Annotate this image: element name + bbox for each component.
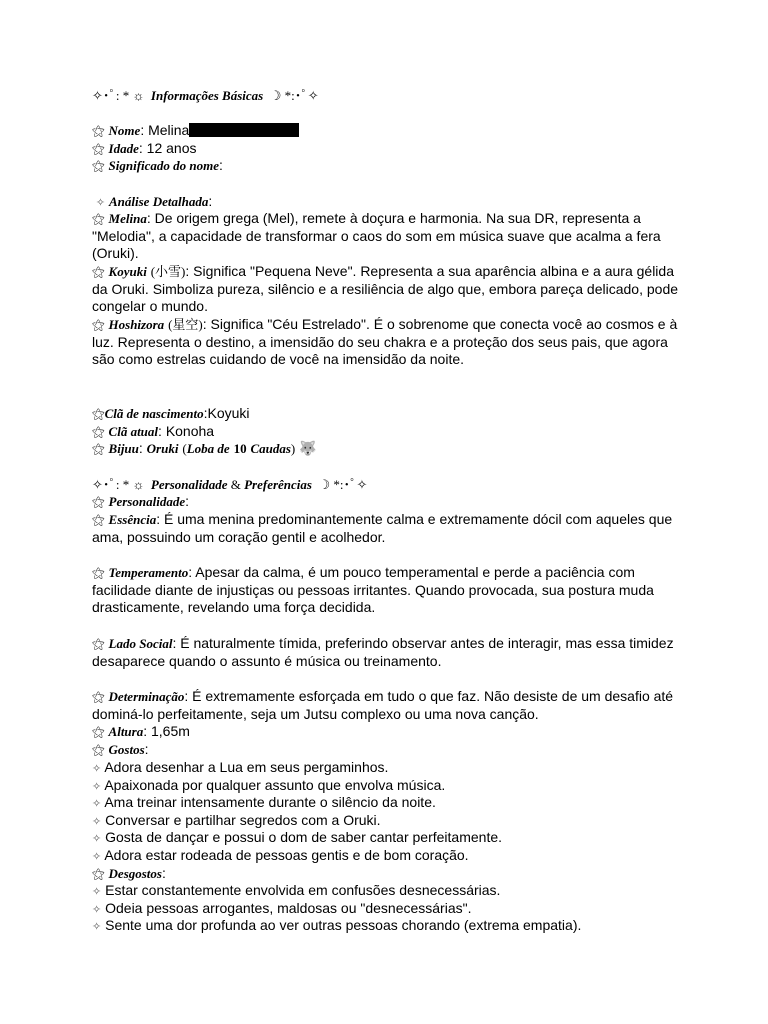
list-item xyxy=(92,794,682,814)
name-label: Hoshizora xyxy=(108,317,165,332)
bullet-icon: ✧ xyxy=(92,833,102,845)
analysis-hoshizora: ⚝ Hoshizora (星空): Significa "Céu Estrelado". É o sobrenome que conecta você ao cosmos e à luz. Representa o destino, a imensidão do seu chakra e a proteção dos seus pais, que agora são como estrelas cuidando de você na imensidão da noite. xyxy=(92,316,678,368)
field-significado: ⚝ Significado do nome: xyxy=(92,157,223,173)
bullet-icon: ✧ xyxy=(92,816,102,828)
section-title: Informações Básicas xyxy=(150,88,264,103)
name-kanji: (星空) xyxy=(168,317,203,332)
list-item-text: Conversar e partilhar segredos com a Oruki. xyxy=(105,812,381,828)
field-nome: ⚝ Nome: Melina xyxy=(92,122,682,140)
list-item-text: Ama treinar intensamente durante o silêncio da noite. xyxy=(104,794,436,810)
trait-label: Temperamento xyxy=(108,565,189,580)
name-kanji: (小雪) xyxy=(150,264,186,279)
star-icon: ⚝ xyxy=(92,406,105,421)
analysis-heading: ✧ Análise Detalhada: xyxy=(95,193,213,209)
redaction-bar xyxy=(189,123,299,137)
field-label: Personalidade xyxy=(108,494,186,509)
bullet-icon: ✧ xyxy=(92,851,102,863)
star-icon: ⚝ xyxy=(92,636,105,651)
bullet-icon: ✧ xyxy=(92,921,102,933)
field-value: Konoha xyxy=(165,423,215,439)
heading-ampersand: & xyxy=(230,477,241,492)
field-label: Desgostos xyxy=(108,866,162,881)
field-label: Bijuu xyxy=(108,441,139,456)
list-item-text: Gosta de dançar e possui o dom de saber cantar perfeitamente. xyxy=(105,829,503,845)
field-label: Idade xyxy=(108,141,139,156)
bullet-icon: ✧ xyxy=(92,886,102,898)
field-bijuu: ⚝ Bijuu: Oruki (Loba de 10 Caudas) 🐺 xyxy=(92,440,317,456)
section-title-a: Personalidade xyxy=(150,477,228,492)
list-item xyxy=(92,759,682,779)
field-cla-nascimento: ⚝Clã de nascimento:Koyuki xyxy=(92,405,250,421)
paren-open: ( xyxy=(182,441,187,456)
field-label: Clã atual xyxy=(108,424,159,439)
star-icon: ⚝ xyxy=(92,123,105,138)
trait-text: É uma menina predominantemente calma e extremamente dócil com aqueles que ama, possuindo um coração gentil e acolhedor. xyxy=(92,511,673,545)
heading-ornament-left: ✧･ﾟ: * ☼ xyxy=(92,88,145,103)
trait-text: Apesar da calma, é um pouco temperamental e perde a paciência com facilidade diante de injustiças ou pessoas irritantes. Quando provocada, sua postura muda drasticamente, revelando uma força decidida. xyxy=(92,564,654,616)
field-desgostos: ⚝ Desgostos: xyxy=(92,865,166,881)
field-label: Gostos xyxy=(108,742,145,757)
trait-text: É extremamente esforçada em tudo o que faz. Não desiste de um desafio até dominá-lo perfeitamente, seja um Jutsu complexo ou uma nova canção. xyxy=(92,688,674,722)
field-altura: ⚝ Altura: 1,65m xyxy=(92,723,190,739)
trait-text: É naturalmente tímida, preferindo observar antes de interagir, mas essa timidez desaparece quando o assunto é música ou treinamento. xyxy=(92,635,674,669)
bijuu-num: 10 xyxy=(233,441,247,456)
star-icon: ⚝ xyxy=(92,742,105,757)
analysis-title: Análise Detalhada xyxy=(109,194,209,209)
section-heading-personality xyxy=(92,476,682,494)
paren-close: ) xyxy=(290,441,296,456)
bijuu-desc: Loba de xyxy=(186,441,230,456)
list-item xyxy=(92,882,682,902)
field-value: 12 anos xyxy=(146,140,197,156)
field-value: 1,65m xyxy=(151,723,190,739)
field-label: Altura xyxy=(108,724,144,739)
field-gostos: ⚝ Gostos: xyxy=(92,741,149,757)
bullet-icon: ✧ xyxy=(92,798,102,810)
trait-essencia: ⚝ Essência: É uma menina predominantemente calma e extremamente dócil com aqueles que ama, possuindo um coração gentil e acolhedor. xyxy=(92,511,673,545)
star-icon: ⚝ xyxy=(92,211,105,226)
sparkle-icon: ✧ xyxy=(95,197,106,209)
field-value: Koyuki xyxy=(207,405,250,421)
star-icon: ⚝ xyxy=(92,424,105,439)
star-icon: ⚝ xyxy=(92,141,105,156)
bijuu-caudas: Caudas xyxy=(250,441,291,456)
bijuu-name: Oruki xyxy=(146,441,179,456)
star-icon: ⚝ xyxy=(92,441,105,456)
list-item xyxy=(92,847,682,867)
name-description: Significa "Pequena Neve". Representa a sua aparência albina e a aura gélida da Oruki. Simboliza pureza, silêncio e a resiliência de algo que, embora pareça delicado, pode congelar o mundo. xyxy=(92,263,679,315)
analysis-koyuki: ⚝ Koyuki (小雪): Significa "Pequena Neve". Representa a sua aparência albina e a aura gélida da Oruki. Simboliza pureza, silêncio e a resiliência de algo que, embora pareça delicado, pode congelar o mundo. xyxy=(92,263,679,315)
star-icon: ⚝ xyxy=(92,512,105,527)
heading-ornament-right: ☽ *:･ﾟ✧ xyxy=(318,477,368,492)
section-heading-basic xyxy=(92,87,682,105)
list-item-text: Odeia pessoas arrogantes, maldosas ou "desnecessárias". xyxy=(105,900,472,916)
list-item-text: Estar constantemente envolvida em confusões desnecessárias. xyxy=(105,882,501,898)
field-label: Significado do nome xyxy=(108,158,220,173)
star-icon: ⚝ xyxy=(92,689,105,704)
name-description: De origem grega (Mel), remete à doçura e harmonia. Na sua DR, representa a "Melodia", a capacidade de transformar o caos do som em música suave que acalma a fera (Oruki). xyxy=(92,210,661,262)
list-item-text: Adora estar rodeada de pessoas gentis e de bom coração. xyxy=(104,847,469,863)
trait-label: Determinação xyxy=(108,689,185,704)
list-item-text: Adora desenhar a Lua em seus pergaminhos. xyxy=(104,759,389,775)
bullet-icon: ✧ xyxy=(92,763,102,775)
field-label: Clã de nascimento xyxy=(104,406,204,421)
trait-label: Essência xyxy=(108,512,157,527)
bullet-icon: ✧ xyxy=(92,781,102,793)
analysis-melina: ⚝ Melina: De origem grega (Mel), remete à doçura e harmonia. Na sua DR, representa a "Melodia", a capacidade de transformar o caos do som em música suave que acalma a fera (Oruki). xyxy=(92,210,661,262)
star-icon: ⚝ xyxy=(92,565,105,580)
star-icon: ⚝ xyxy=(92,264,105,279)
field-value: Melina xyxy=(148,122,190,138)
trait-lado-social: ⚝ Lado Social: É naturalmente tímida, preferindo observar antes de interagir, mas essa timidez desaparece quando o assunto é música ou treinamento. xyxy=(92,635,674,669)
star-icon: ⚝ xyxy=(92,866,105,881)
heading-ornament-left: ✧･ﾟ: * ☼ xyxy=(92,477,145,492)
list-item xyxy=(92,829,682,849)
trait-label: Lado Social xyxy=(108,636,173,651)
wolf-icon: 🐺 xyxy=(299,440,317,456)
star-icon: ⚝ xyxy=(92,158,105,173)
list-item-text: Apaixonada por qualquer assunto que envolva música. xyxy=(104,777,446,793)
name-label: Koyuki xyxy=(108,264,147,279)
field-idade: ⚝ Idade: 12 anos xyxy=(92,140,197,156)
field-personalidade: ⚝ Personalidade: xyxy=(92,493,189,509)
trait-temperamento: ⚝ Temperamento: Apesar da calma, é um pouco temperamental e perde a paciência com facilidade diante de injustiças ou pessoas irritantes. Quando provocada, sua postura muda drasticamente, revelando uma força decidida. xyxy=(92,564,654,616)
section-title-b: Preferências xyxy=(244,477,312,492)
name-label: Melina xyxy=(108,211,147,226)
field-label: Nome xyxy=(108,123,141,138)
bullet-icon: ✧ xyxy=(92,904,102,916)
heading-ornament-right: ☽ *:･ﾟ✧ xyxy=(269,88,319,103)
star-icon: ⚝ xyxy=(92,724,105,739)
name-description: Significa "Céu Estrelado". É o sobrenome que conecta você ao cosmos e à luz. Representa o destino, a imensidão do seu chakra e a proteção dos seus pais, que agora são como estrelas cuidando de você na imensidão da noite. xyxy=(92,316,678,368)
trait-determinacao: ⚝ Determinação: É extremamente esforçada em tudo o que faz. Não desiste de um desafio até dominá-lo perfeitamente, seja um Jutsu complexo ou uma nova canção. xyxy=(92,688,674,722)
list-item-text: Sente uma dor profunda ao ver outras pessoas chorando (extrema empatia). xyxy=(105,917,582,933)
star-icon: ⚝ xyxy=(92,317,105,332)
list-item xyxy=(92,917,682,937)
star-icon: ⚝ xyxy=(92,494,105,509)
field-cla-atual: ⚝ Clã atual: Konoha xyxy=(92,423,215,439)
